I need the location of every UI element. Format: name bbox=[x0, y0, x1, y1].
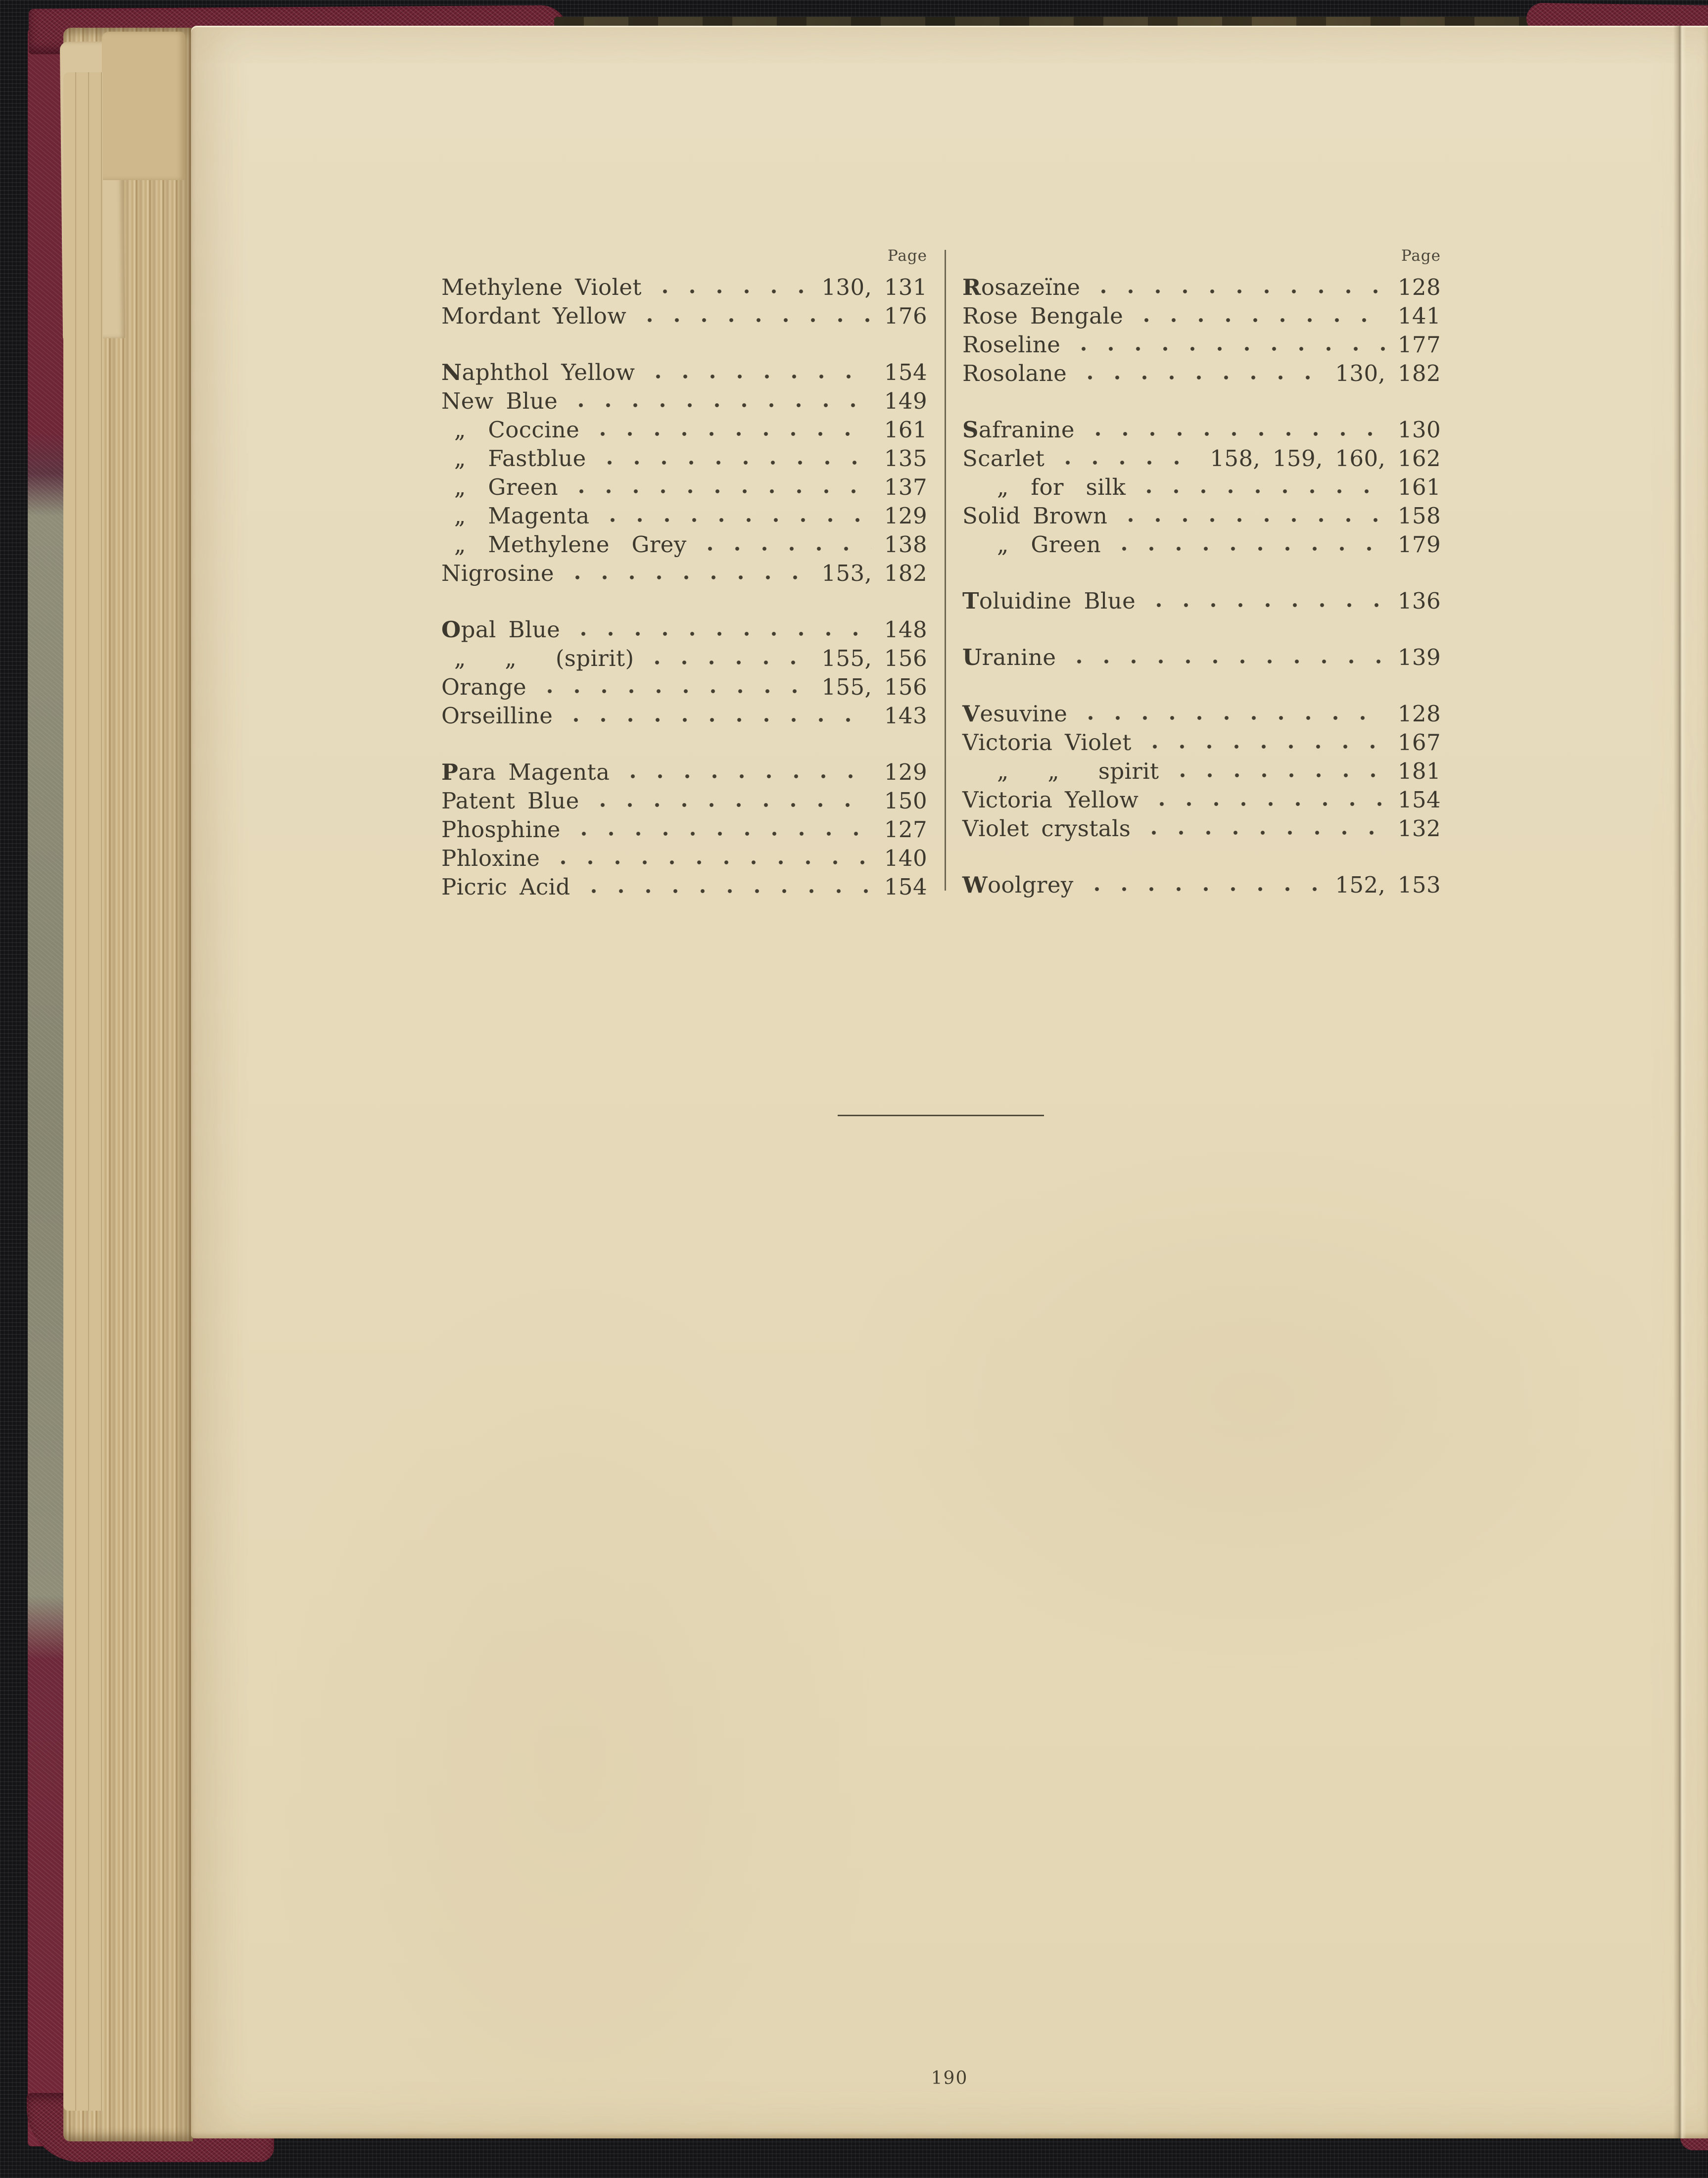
index-entry bbox=[962, 500, 1441, 529]
index-entry bbox=[962, 300, 1441, 329]
entry-pages: 127 bbox=[884, 816, 927, 843]
entry-pages: 148 bbox=[884, 616, 927, 643]
entry-pages: 132 bbox=[1397, 815, 1441, 842]
index-entry bbox=[962, 414, 1441, 443]
index-entry bbox=[962, 585, 1441, 614]
index-entry bbox=[441, 843, 927, 871]
index-entry bbox=[962, 642, 1441, 670]
entry-pages: 149 bbox=[884, 388, 927, 414]
index-entry bbox=[441, 385, 927, 414]
entry-pages: 128 bbox=[1397, 274, 1441, 300]
entry-name: Woolgrey bbox=[962, 872, 1074, 898]
dot-leader bbox=[663, 289, 809, 294]
index-entry bbox=[441, 700, 927, 729]
entry-pages: 137 bbox=[884, 474, 927, 500]
entry-name: Rosazeïne bbox=[962, 274, 1081, 300]
column-page-header: Page bbox=[887, 247, 927, 265]
dot-leader bbox=[1081, 347, 1385, 351]
dot-leader bbox=[1101, 289, 1385, 294]
entry-name: „ „ spirit bbox=[997, 758, 1159, 784]
entry-pages: 154 bbox=[1397, 787, 1441, 813]
dot-leader bbox=[1159, 802, 1385, 806]
entry-name: Solid Brown bbox=[962, 503, 1108, 529]
entry-name: „ Green bbox=[997, 531, 1101, 558]
index-entry bbox=[962, 358, 1441, 386]
dot-leader bbox=[600, 803, 871, 807]
entry-name: Methylene Violet bbox=[441, 274, 642, 300]
index-entry bbox=[441, 300, 927, 329]
entry-pages: 140 bbox=[884, 845, 927, 871]
dot-leader bbox=[708, 547, 871, 551]
index-entry bbox=[962, 727, 1441, 756]
dot-leader bbox=[1065, 461, 1197, 465]
dot-leader bbox=[547, 689, 808, 694]
index-entry bbox=[962, 472, 1441, 500]
entry-name: Uranine bbox=[962, 644, 1056, 670]
entry-name: „ Green bbox=[454, 474, 559, 500]
index-entry bbox=[441, 272, 927, 300]
section-divider-rule bbox=[838, 1115, 1044, 1116]
entry-name: Mordant Yellow bbox=[441, 303, 627, 329]
entry-pages: 141 bbox=[1397, 303, 1441, 329]
page-number: 190 bbox=[931, 2068, 968, 2088]
entry-name: Violet crystals bbox=[962, 815, 1131, 842]
dot-leader bbox=[581, 832, 871, 836]
index-entry bbox=[441, 414, 927, 443]
entry-name: Roseline bbox=[962, 331, 1061, 358]
entry-name: „ Magenta bbox=[454, 503, 590, 529]
index-entry bbox=[962, 443, 1441, 472]
index-entry bbox=[441, 614, 927, 643]
entry-name: Rosolane bbox=[962, 360, 1067, 386]
column-rows bbox=[441, 272, 927, 900]
dot-leader bbox=[1128, 518, 1385, 522]
entry-pages: 128 bbox=[1397, 701, 1441, 727]
index-entry bbox=[962, 529, 1441, 558]
index-column-left bbox=[441, 246, 927, 900]
entry-name: „ „ (spirit) bbox=[454, 645, 634, 671]
entry-pages: 158 bbox=[1397, 503, 1441, 529]
index-entry bbox=[962, 329, 1441, 358]
index-entry bbox=[962, 272, 1441, 300]
index-group bbox=[441, 272, 927, 329]
entry-name: „ Methylene Grey bbox=[454, 531, 687, 558]
index-group bbox=[962, 642, 1441, 670]
entry-pages: 130, 182 bbox=[1335, 360, 1441, 386]
dot-leader bbox=[610, 518, 871, 522]
dot-leader bbox=[1094, 887, 1323, 892]
index-group bbox=[441, 757, 927, 900]
entry-name: „ Coccine bbox=[454, 417, 580, 443]
entry-name: Nigrosine bbox=[441, 560, 554, 586]
entry-name: Orseilline bbox=[441, 703, 553, 729]
entry-name: Scarlet bbox=[962, 445, 1045, 472]
index-entry bbox=[441, 558, 927, 586]
index-group bbox=[962, 414, 1441, 558]
entry-pages: 154 bbox=[884, 359, 927, 385]
dot-leader bbox=[1151, 831, 1385, 835]
entry-name: Para Magenta bbox=[441, 759, 610, 785]
index-entry bbox=[441, 443, 927, 472]
entry-name: Opal Blue bbox=[441, 616, 561, 643]
dot-leader bbox=[578, 403, 871, 408]
entry-pages: 161 bbox=[884, 417, 927, 443]
dot-leader bbox=[1122, 547, 1385, 551]
index-entry bbox=[441, 871, 927, 900]
entry-name: Orange bbox=[441, 674, 527, 700]
index-entry bbox=[441, 357, 927, 385]
index-entry bbox=[962, 813, 1441, 842]
entry-pages: 143 bbox=[884, 703, 927, 729]
entry-pages: 153, 182 bbox=[821, 560, 927, 586]
dot-leader bbox=[1095, 432, 1385, 436]
index-entry bbox=[962, 784, 1441, 813]
dot-leader bbox=[561, 860, 871, 865]
entry-pages: 154 bbox=[884, 874, 927, 900]
dot-leader bbox=[573, 718, 871, 722]
dot-leader bbox=[1146, 489, 1385, 494]
entry-pages: 135 bbox=[884, 445, 927, 472]
index-group bbox=[962, 869, 1441, 898]
dot-leader bbox=[1156, 603, 1385, 608]
index-group bbox=[441, 357, 927, 586]
entry-pages: 136 bbox=[1397, 588, 1441, 614]
column-rows bbox=[962, 272, 1441, 898]
entry-pages: 139 bbox=[1397, 644, 1441, 670]
dot-leader bbox=[607, 461, 871, 465]
index-entry bbox=[441, 529, 927, 558]
page-crease bbox=[1673, 26, 1686, 2138]
index-group bbox=[441, 614, 927, 729]
index-entry bbox=[441, 500, 927, 529]
dot-leader bbox=[647, 318, 871, 323]
entry-name: Patent Blue bbox=[441, 788, 579, 814]
entry-name: Phosphine bbox=[441, 816, 561, 843]
dot-leader bbox=[600, 432, 871, 436]
entry-pages: 177 bbox=[1397, 331, 1441, 358]
index-entry bbox=[962, 869, 1441, 898]
dot-leader bbox=[581, 632, 871, 636]
entry-pages: 150 bbox=[884, 788, 927, 814]
entry-name: Vesuvine bbox=[962, 701, 1068, 727]
entry-name: Victoria Yellow bbox=[962, 787, 1139, 813]
entry-name: New Blue bbox=[441, 388, 558, 414]
index-group bbox=[962, 698, 1441, 842]
dot-leader bbox=[1144, 318, 1385, 323]
index-entry bbox=[441, 785, 927, 814]
entry-name: Safranine bbox=[962, 417, 1075, 443]
index-entry bbox=[441, 757, 927, 785]
entry-name: Victoria Violet bbox=[962, 729, 1132, 756]
index-entry bbox=[441, 643, 927, 671]
column-divider-rule bbox=[945, 250, 946, 891]
index-group bbox=[962, 585, 1441, 614]
entry-name: Picric Acid bbox=[441, 874, 570, 900]
entry-pages: 129 bbox=[884, 759, 927, 785]
index-entry bbox=[441, 814, 927, 843]
dot-leader bbox=[656, 375, 871, 379]
entry-pages: 167 bbox=[1397, 729, 1441, 756]
page-stack-edge bbox=[63, 28, 193, 2141]
dot-leader bbox=[1152, 745, 1385, 749]
book-page bbox=[191, 26, 1708, 2138]
entry-pages: 179 bbox=[1397, 531, 1441, 558]
entry-pages: 155, 156 bbox=[821, 674, 927, 700]
dot-leader bbox=[1077, 660, 1385, 664]
index-entry bbox=[962, 756, 1441, 784]
index-entry bbox=[441, 671, 927, 700]
dot-leader bbox=[630, 774, 871, 779]
entry-name: „ for silk bbox=[997, 474, 1126, 500]
entry-pages: 138 bbox=[884, 531, 927, 558]
dot-leader bbox=[655, 661, 808, 665]
dot-leader bbox=[591, 889, 871, 894]
dot-leader bbox=[575, 575, 809, 580]
entry-pages: 130 bbox=[1397, 417, 1441, 443]
entry-pages: 152, 153 bbox=[1335, 872, 1441, 898]
index-column-right bbox=[962, 246, 1441, 898]
entry-pages: 130, 131 bbox=[821, 274, 927, 300]
entry-name: Naphthol Yellow bbox=[441, 359, 635, 385]
entry-pages: 158, 159, 160, 162 bbox=[1210, 445, 1441, 472]
entry-name: Phloxine bbox=[441, 845, 540, 871]
index-entry bbox=[441, 472, 927, 500]
entry-pages: 161 bbox=[1397, 474, 1441, 500]
entry-pages: 155, 156 bbox=[821, 645, 927, 671]
entry-name: „ Fastblue bbox=[454, 445, 586, 472]
entry-pages: 176 bbox=[884, 303, 927, 329]
page-corner bbox=[102, 32, 185, 180]
index-group bbox=[962, 272, 1441, 386]
entry-name: Toluidine Blue bbox=[962, 588, 1136, 614]
dot-leader bbox=[1088, 716, 1385, 720]
column-page-header: Page bbox=[1401, 247, 1441, 265]
index-entry bbox=[962, 698, 1441, 727]
entry-pages: 181 bbox=[1397, 758, 1441, 784]
dot-leader bbox=[1180, 773, 1385, 778]
dot-leader bbox=[579, 489, 871, 494]
page-edge-flat bbox=[63, 72, 103, 2111]
entry-name: Rose Bengale bbox=[962, 303, 1124, 329]
dot-leader bbox=[1088, 376, 1322, 380]
entry-pages: 129 bbox=[884, 503, 927, 529]
